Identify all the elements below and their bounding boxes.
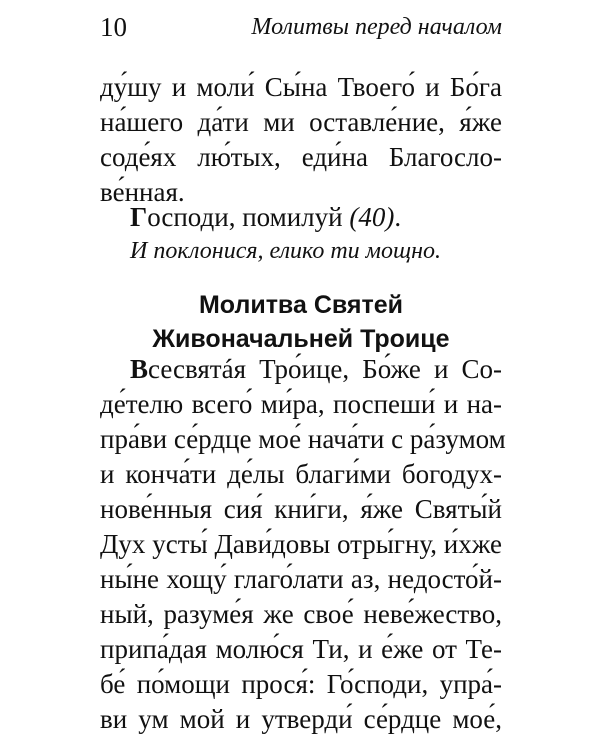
invocation-line <box>100 200 502 235</box>
text-line: ви ум мой и утверди́ се́рдце мое́, <box>100 704 502 734</box>
drop-initial: Г <box>130 202 148 232</box>
text-line: и конча́ти де́лы благи́ми богодух- <box>100 459 502 489</box>
prayer-heading <box>100 288 502 356</box>
prayer-body <box>100 352 506 737</box>
page-header <box>100 12 502 52</box>
text-line: ный, разуме́я же свое́ неве́жество, <box>100 599 502 629</box>
prayer-heading-line-1: Молитва Святей <box>198 291 404 319</box>
page-number: 10 <box>100 12 127 42</box>
text-line: соде́ях лю́тых, еди́на Благосло- <box>100 142 502 172</box>
first-line-text: сесвятáя Тро́ице, Бо́же и Со- <box>148 354 502 384</box>
text-line: Дух усты́ Дави́довы отры́гну, и́хже <box>100 529 502 559</box>
text-line: припа́дая молю́ся Ти, и е́же от Те- <box>100 634 502 664</box>
rubric-instruction: И поклонися, елико ти мощно. <box>130 238 442 264</box>
repetition-count: (40) <box>349 202 395 232</box>
text-line: ве́нная. <box>100 177 185 207</box>
drop-initial: В <box>130 354 149 384</box>
text-line: пра́ви се́рдце мое́ нача́ти с ра́зумом <box>100 424 506 454</box>
text-line <box>100 352 502 387</box>
running-title: Молитвы перед началом <box>251 14 502 40</box>
text-line: бе́ по́мощи прося́: Го́споди, упра́- <box>100 669 502 699</box>
text-line: нове́нныя сия́ кни́ги, я́же Святы́й <box>100 494 502 524</box>
text-line: на́шего да́ти ми оставле́ние, я́же <box>100 107 502 137</box>
text-line: ду́шу и моли́ Сы́на Твоего́ и Бо́га <box>100 72 502 102</box>
text-line: ны́не хощу́ глаго́лати аз, недосто́й- <box>100 564 502 594</box>
invocation-text: осподи, помилуй <box>147 202 350 232</box>
text-line: де́телю всего́ ми́ра, поспеши́ и на- <box>100 389 502 419</box>
prayer-heading-line-2: Живоначальней Троице <box>152 325 450 353</box>
continuation-paragraph <box>100 70 502 210</box>
invocation-end: . <box>394 202 402 232</box>
